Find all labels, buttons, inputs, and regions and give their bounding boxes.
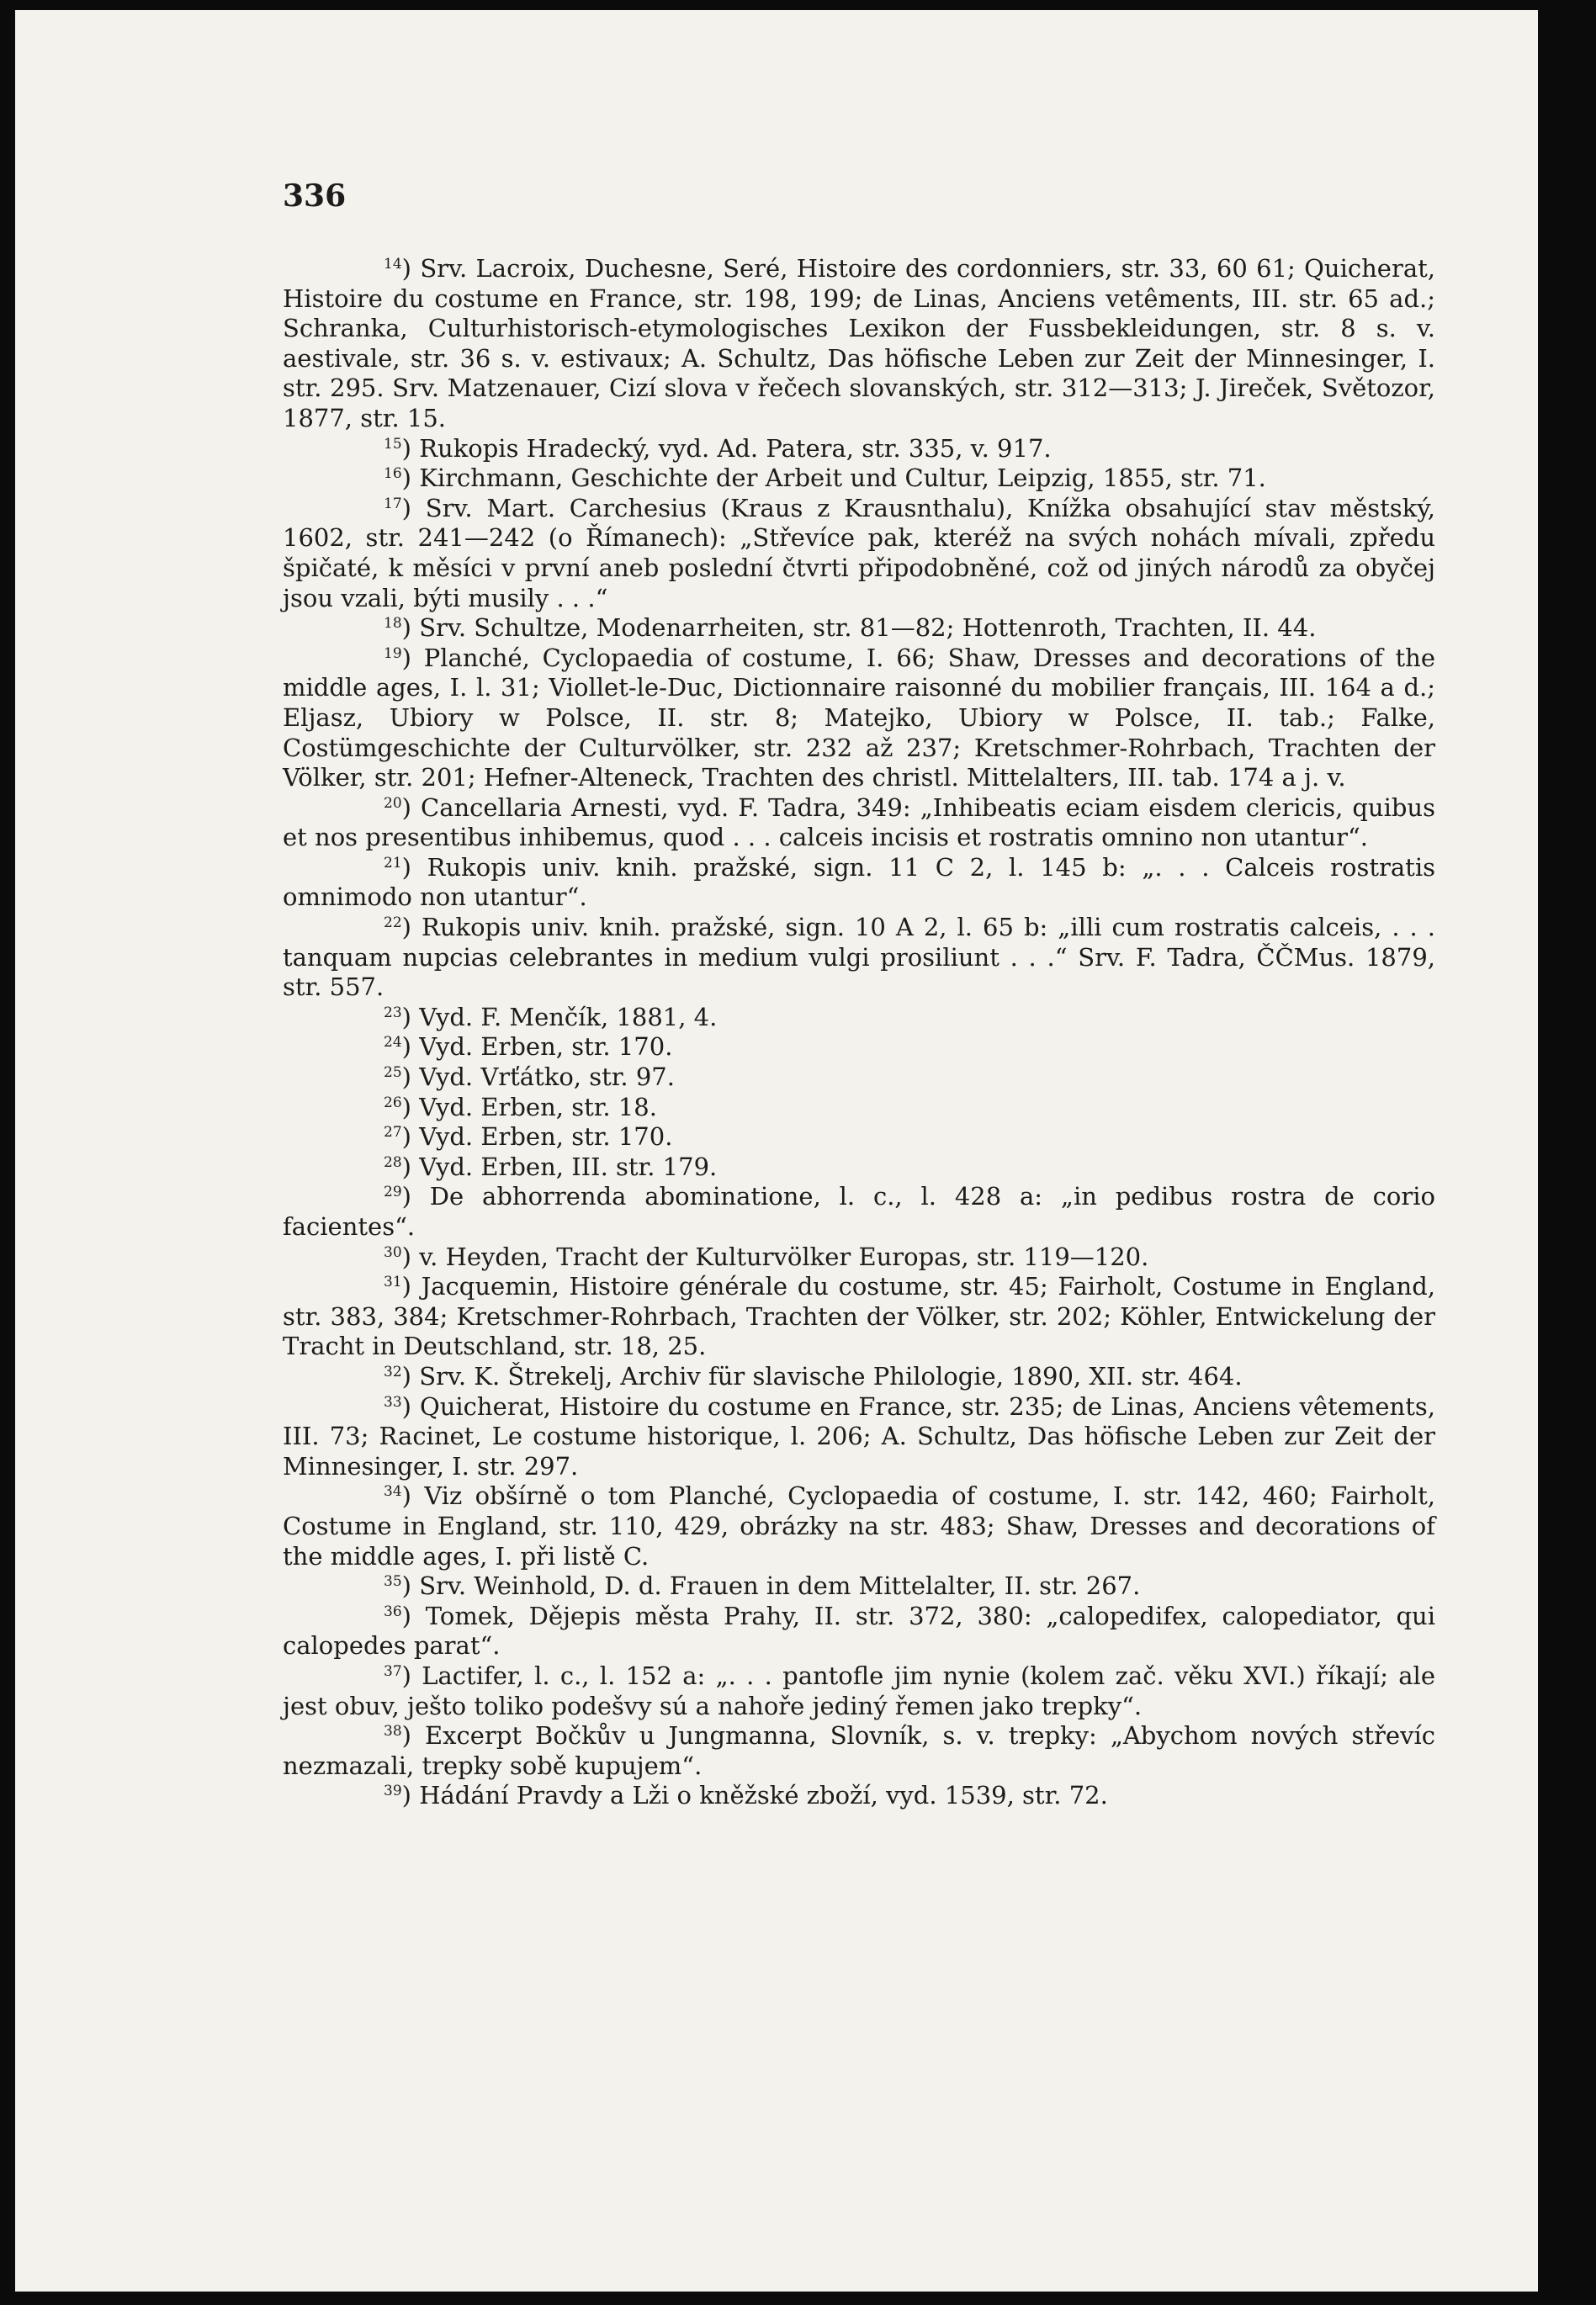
footnote-number: 36: [384, 1603, 402, 1620]
footnote: $^{16}$) Kirchmann, Geschichte der Arbeit und Cultur, Leipzig, 1855, str. 71.: [384, 464, 1266, 493]
footnote-text: Srv. Schultze, Modenarrheiten, str. 81—82; Hottenroth, Trachten, II. 44.: [419, 613, 1317, 643]
page-number: 336: [283, 178, 347, 214]
footnote-text: Planché, Cyclopaedia of costume, I. 66; Shaw, Dresses and decorations of the middle ages, I. l. 31; Viollet-le-Duc, Dictionnaire raisonné du mobilier français, III. 164 a d.; Eljasz, Ubiory w Polsce, II. str. 8; Matejko, Ubiory w Polsce, II. tab.; Falke, Costümgeschichte der Culturvölker, str. 232 až 237; Kretschmer-Rohrbach, Trachten der Völker, str. 201; Hefner-Alteneck, Trachten des christl. Mittelalters, III. tab. 174 a j. v.: [283, 643, 1435, 792]
footnote-text: Jacquemin, Histoire générale du costume, str. 45; Fairholt, Costume in England, str. 383, 384; Kretschmer-Rohrbach, Trachten der Völker, str. 202; Köhler, Entwickelung der Tracht in Deutschland, str. 18, 25.: [283, 1272, 1435, 1361]
footnote-number: 27: [384, 1124, 402, 1142]
footnote: $^{38}$) Excerpt Bočkův u Jungmanna, Slovník, s. v. trepky: „Abychom nových střevíc nezmazali, trepky sobě kupujem“.: [283, 1721, 1435, 1780]
footnote: $^{21}$) Rukopis univ. knih. pražské, sign. 11 C 2, l. 145 b: „. . . Calceis rostratis omnimodo non utantur“.: [283, 852, 1435, 912]
footnote-number: 25: [384, 1064, 402, 1082]
footnote-text: Srv. Weinhold, D. d. Frauen in dem Mittelalter, II. str. 267.: [419, 1571, 1141, 1601]
footnote-text: Rukopis univ. knih. pražské, sign. 11 C 2, l. 145 b: „. . . Calceis rostratis omnimodo non utantur“.: [283, 852, 1435, 912]
footnote: $^{15}$) Rukopis Hradecký, vyd. Ad. Patera, str. 335, v. 917.: [384, 433, 1052, 463]
footnote-number: 24: [384, 1034, 402, 1052]
footnote: $^{31}$) Jacquemin, Histoire générale du costume, str. 45; Fairholt, Costume in England, str. 383, 384; Kretschmer-Rohrbach, Trachten der Völker, str. 202; Köhler, Entwickelung der Tracht in Deutschland, str. 18, 25.: [283, 1272, 1435, 1361]
footnote: $^{25}$) Vyd. Vrťátko, str. 97.: [384, 1062, 675, 1092]
footnote-number: 38: [384, 1723, 402, 1741]
footnote-text: Cancellaria Arnesti, vyd. F. Tadra, 349: „Inhibeatis eciam eisdem clericis, quibus et nos presentibus inhibemus, quod . . . calceis incisis et rostratis omnino non utantur“.: [283, 792, 1435, 852]
footnote: $^{22}$) Rukopis univ. knih. pražské, sign. 10 A 2, l. 65 b: „illi cum rostratis calceis, . . . tanquam nupcias celebrantes in medium vulgi prosiliunt . . .“ Srv. F. Tadra, ČČMus. 1879, str. 557.: [283, 913, 1435, 1002]
footnote-number: 21: [384, 854, 402, 872]
footnote-number: 18: [384, 615, 402, 633]
footnote-text: Kirchmann, Geschichte der Arbeit und Cultur, Leipzig, 1855, str. 71.: [419, 464, 1266, 493]
footnote-number: 16: [384, 465, 402, 483]
footnote: $^{17}$) Srv. Mart. Carchesius (Kraus z Krausnthalu), Knížka obsahující stav městský, 1602, str. 241—242 (o Římanech): „Střevíce pak, kteréž na svých nohách mívali, zpředu špičaté, k měsíci v první aneb poslední čtvrti připodobněné, což od jiných národů za obyčej jsou vzali, býti musily . . .“: [283, 493, 1435, 612]
footnote: $^{34}$) Viz obšírně o tom Planché, Cyclopaedia of costume, I. str. 142, 460; Fairholt, Costume in England, str. 110, 429, obrázky na str. 483; Shaw, Dresses and decorations of the middle ages, I. při listě C.: [283, 1481, 1435, 1571]
footnote-number: 39: [384, 1783, 402, 1800]
footnote-number: 22: [384, 914, 402, 932]
footnote-number: 37: [384, 1662, 402, 1680]
footnote-number: 35: [384, 1573, 402, 1591]
footnote: $^{24}$) Vyd. Erben, str. 170.: [384, 1032, 673, 1062]
footnote-number: 30: [384, 1243, 402, 1261]
footnote-number: 20: [384, 794, 402, 812]
footnote-number: 31: [384, 1274, 402, 1291]
footnote-text: Rukopis Hradecký, vyd. Ad. Patera, str. 335, v. 917.: [419, 433, 1052, 463]
footnote-text: Srv. K. Štrekelj, Archiv für slavische Philologie, 1890, XII. str. 464.: [419, 1361, 1243, 1391]
footnote: $^{30}$) v. Heyden, Tracht der Kulturvölker Europas, str. 119—120.: [384, 1242, 1149, 1271]
footnote-number: 28: [384, 1153, 402, 1171]
footnote-text: Rukopis univ. knih. pražské, sign. 10 A 2, l. 65 b: „illi cum rostratis calceis, . . . tanquam nupcias celebrantes in medium vulgi prosiliunt . . .“ Srv. F. Tadra, ČČMus. 1879, str. 557.: [283, 913, 1435, 1002]
footnote-text: Srv. Mart. Carchesius (Kraus z Krausnthalu), Knížka obsahující stav městský, 1602, str. 241—242 (o Římanech): „Střevíce pak, kteréž na svých nohách mívali, zpředu špičaté, k měsíci v první aneb poslední čtvrti připodobněné, což od jiných národů za obyčej jsou vzali, býti musily . . .“: [283, 493, 1435, 612]
footnote-number: 23: [384, 1004, 402, 1021]
footnote-number: 26: [384, 1094, 402, 1111]
footnote: $^{19}$) Planché, Cyclopaedia of costume, I. 66; Shaw, Dresses and decorations of the middle ages, I. l. 31; Viollet-le-Duc, Dictionnaire raisonné du mobilier français, III. 164 a d.; Eljasz, Ubiory w Polsce, II. str. 8; Matejko, Ubiory w Polsce, II. tab.; Falke, Costümgeschichte der Culturvölker, str. 232 až 237; Kretschmer-Rohrbach, Trachten der Völker, str. 201; Hefner-Alteneck, Trachten des christl. Mittelalters, III. tab. 174 a j. v.: [283, 643, 1435, 792]
footnote: $^{27}$) Vyd. Erben, str. 170.: [384, 1122, 673, 1152]
footnote: $^{36}$) Tomek, Dějepis města Prahy, II. str. 372, 380: „calopedifex, calopediator, qui calopedes parat“.: [283, 1601, 1435, 1661]
footnote-text: Lactifer, l. c., l. 152 a: „. . . pantofle jim nynie (kolem zač. věku XVI.) říkají; ale jest obuv, ješto toliko podešvy sú a nahoře jediný řemen jako trepky“.: [283, 1661, 1435, 1720]
footnote-text: Vyd. Vrťátko, str. 97.: [419, 1062, 675, 1092]
footnote: $^{39}$) Hádání Pravdy a Lži o kněžské zboží, vyd. 1539, str. 72.: [384, 1781, 1108, 1810]
footnote: $^{28}$) Vyd. Erben, III. str. 179.: [384, 1152, 718, 1181]
footnote: $^{26}$) Vyd. Erben, str. 18.: [384, 1092, 657, 1121]
footnote: $^{29}$) De abhorrenda abominatione, l. c., l. 428 a: „in pedibus rostra de corio facientes“.: [283, 1182, 1435, 1241]
footnote-number: 15: [384, 435, 402, 453]
footnote-number: 19: [384, 644, 402, 662]
book-page: [15, 10, 1538, 2292]
footnote-text: Vyd. Erben, III. str. 179.: [419, 1152, 718, 1181]
footnote-number: 14: [384, 256, 402, 273]
footnote-text: Excerpt Bočkův u Jungmanna, Slovník, s. v. trepky: „Abychom nových střevíc nezmazali, trepky sobě kupujem“.: [283, 1721, 1435, 1780]
footnote-number: 32: [384, 1363, 402, 1380]
footnote-text: Hádání Pravdy a Lži o kněžské zboží, vyd. 1539, str. 72.: [419, 1781, 1108, 1810]
footnote: $^{37}$) Lactifer, l. c., l. 152 a: „. . . pantofle jim nynie (kolem zač. věku XVI.) říkají; ale jest obuv, ješto toliko podešvy sú a nahoře jediný řemen jako trepky“.: [283, 1661, 1435, 1720]
footnote-text: Vyd. F. Menčík, 1881, 4.: [419, 1002, 718, 1031]
footnote: $^{14}$) Srv. Lacroix, Duchesne, Seré, Histoire des cordonniers, str. 33, 60 61; Quicherat, Histoire du costume en France, str. 198, 199; de Linas, Anciens vetêments, III. str. 65 ad.; Schranka, Culturhistorisch-etymologisches Lexikon der Fussbekleidungen, str. 8 s. v. aestivale, str. 36 s. v. estivaux; A. Schultz, Das höfische Leben zur Zeit der Minnesinger, I. str. 295. Srv. Matzenauer, Cizí slova v řečech slovanských, str. 312—313; J. Jireček, Světozor, 1877, str. 15.: [283, 254, 1435, 432]
footnote: $^{32}$) Srv. K. Štrekelj, Archiv für slavische Philologie, 1890, XII. str. 464.: [384, 1361, 1243, 1391]
footnote-text: Vyd. Erben, str. 170.: [419, 1032, 673, 1062]
footnote: $^{33}$) Quicherat, Histoire du costume en France, str. 235; de Linas, Anciens vêtements, III. 73; Racinet, Le costume historique, l. 206; A. Schultz, Das höfische Leben zur Zeit der Minnesinger, I. str. 297.: [283, 1391, 1435, 1481]
footnote-text: Viz obšírně o tom Planché, Cyclopaedia of costume, I. str. 142, 460; Fairholt, Costume in England, str. 110, 429, obrázky na str. 483; Shaw, Dresses and decorations of the middle ages, I. při listě C.: [283, 1481, 1435, 1571]
footnote-text: v. Heyden, Tracht der Kulturvölker Europas, str. 119—120.: [419, 1242, 1149, 1271]
footnote-text: Vyd. Erben, str. 18.: [419, 1092, 657, 1121]
footnote-text: Srv. Lacroix, Duchesne, Seré, Histoire des cordonniers, str. 33, 60 61; Quicherat, Histoire du costume en France, str. 198, 199; de Linas, Anciens vetêments, III. str. 65 ad.; Schranka, Culturhistorisch-etymologisches Lexikon der Fussbekleidungen, str. 8 s. v. aestivale, str. 36 s. v. estivaux; A. Schultz, Das höfische Leben zur Zeit der Minnesinger, I. str. 295. Srv. Matzenauer, Cizí slova v řečech slovanských, str. 312—313; J. Jireček, Světozor, 1877, str. 15.: [283, 254, 1435, 432]
footnote-number: 29: [384, 1184, 402, 1201]
footnote-number: 34: [384, 1483, 402, 1501]
footnote-text: Quicherat, Histoire du costume en France, str. 235; de Linas, Anciens vêtements, III. 73; Racinet, Le costume historique, l. 206; A. Schultz, Das höfische Leben zur Zeit der Minnesinger, I. str. 297.: [283, 1391, 1435, 1481]
footnote: $^{18}$) Srv. Schultze, Modenarrheiten, str. 81—82; Hottenroth, Trachten, II. 44.: [384, 613, 1317, 643]
footnote-number: 17: [384, 495, 402, 512]
footnote-number: 33: [384, 1393, 402, 1411]
footnote: $^{20}$) Cancellaria Arnesti, vyd. F. Tadra, 349: „Inhibeatis eciam eisdem clericis, quibus et nos presentibus inhibemus, quod . . . calceis incisis et rostratis omnino non utantur“.: [283, 792, 1435, 852]
footnote-text: De abhorrenda abominatione, l. c., l. 428 a: „in pedibus rostra de corio facientes“.: [283, 1182, 1435, 1241]
footnote: $^{35}$) Srv. Weinhold, D. d. Frauen in dem Mittelalter, II. str. 267.: [384, 1571, 1141, 1601]
footnote-text: Tomek, Dějepis města Prahy, II. str. 372, 380: „calopedifex, calopediator, qui calopedes parat“.: [283, 1601, 1435, 1661]
footnotes-list: [283, 254, 1435, 1811]
footnote-text: Vyd. Erben, str. 170.: [419, 1122, 673, 1152]
footnote: $^{23}$) Vyd. F. Menčík, 1881, 4.: [384, 1002, 718, 1031]
